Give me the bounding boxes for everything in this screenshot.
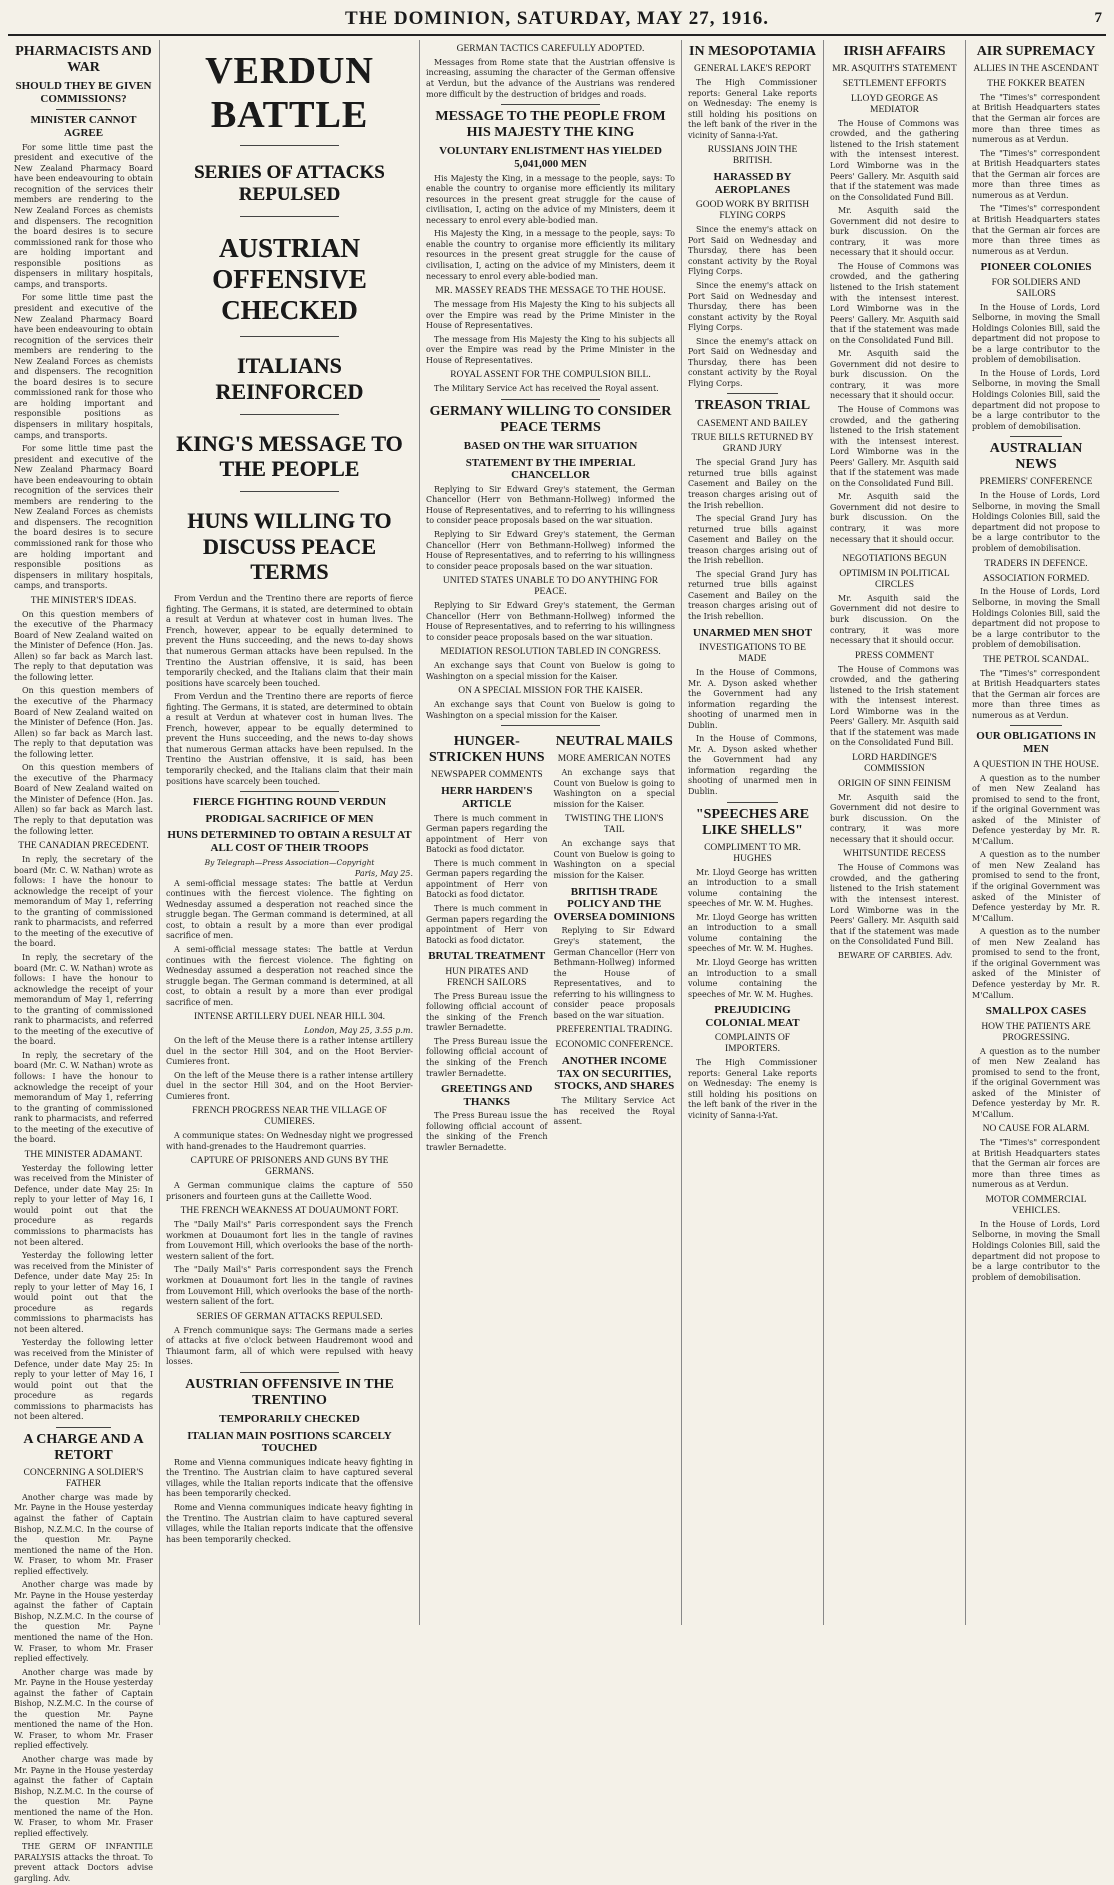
section-heading: ECONOMIC CONFERENCE. <box>555 1040 674 1051</box>
article-text: A semi-official message states: The battle at Verdun continues with the fiercest violence. The fighting on Wednesday assumed a desperation not reached since the struggle began. The German command is determined, at all cost, to obtain a result by a more than ever prodigal sacrifice of men. <box>166 878 413 941</box>
dateline: London, May 25, 3.55 p.m. <box>304 1026 413 1036</box>
headline: A CHARGE AND A RETORT <box>23 1431 144 1463</box>
section-heading: ASSOCIATION FORMED. <box>982 573 1090 584</box>
divider <box>1010 725 1061 726</box>
article-text: Replying to Sir Edward Grey's statement, the German Chancellor (Herr von Bethmann-Hollweg) informed the House of Representatives, and to referring to his willingness to consider peace proposals based on the war situation. <box>426 601 675 642</box>
article-text: The "Daily Mail's" Paris correspondent says the French workmen at Douaumont fort lies in the tangle of ravines from Louvemont Hill, which overlooks the base of the north-western salient of the fort. <box>166 1265 413 1307</box>
article-text: The message from His Majesty the King to his subjects all over the Empire was read by the Prime Minister in the House of Representatives. <box>426 334 675 365</box>
divider <box>240 791 339 792</box>
article-text: Rome and Vienna communiques indicate heavy fighting in the Trentino. The Austrian claim to have captured several villages, while the Italian reports indicate that the offensive has been temporarily checked. <box>166 1457 413 1499</box>
divider <box>1010 436 1061 437</box>
masthead <box>8 4 1106 36</box>
article-text: Yesterday the following letter was received from the Minister of Defence, under date May 25: In reply to your letter of May 16, I would point out that the procedure as regards commissions to pharmacists has not been altered. <box>14 1163 153 1247</box>
article-text: Since the enemy's attack on Port Said on Wednesday and Thursday, there has been constant activity by the Royal Flying Corps. <box>688 225 817 277</box>
page-number: 7 <box>1094 10 1102 26</box>
article-text: The House of Commons was crowded, and the gathering listened to the Irish statement with the intensest interest. Lord Wimborne was in the Peers' Gallery. Mr. Asquith said that if the statement was made on the Consolidated Fund Bill. <box>830 261 959 345</box>
section-heading: MEDIATION RESOLUTION TABLED IN CONGRESS. <box>440 647 661 658</box>
article-text: A French communique says: The Germans made a series of attacks at five o'clock between Haudremont wood and Thiaumont farm, all of which were repulsed with heavy losses. <box>166 1325 413 1367</box>
section-heading: TWISTING THE LION'S TAIL <box>564 814 664 836</box>
headline: AUSTRIAN OFFENSIVE IN THE TRENTINO <box>185 1376 394 1408</box>
article-text: A communique states: On Wednesday night we progressed with hand-grenades to the Haudremont quarries. <box>166 1131 413 1151</box>
article-text: Since the enemy's attack on Port Said on Wednesday and Thursday, there has been constant activity by the Royal Flying Corps. <box>688 336 817 388</box>
subheadline: ORIGIN OF SINN FEINISM <box>838 778 951 789</box>
article-text: An exchange says that Count von Buelow is going to Washington on a special mission for the Kaiser. <box>553 839 675 880</box>
article-text: The High Commissioner reports: General Lake reports on Wednesday: The enemy is still holding his positions on the left bank of the river in the vicinity of Sanna-i-Yat. <box>688 78 817 140</box>
article-text: An exchange says that Count von Buelow is going to Washington on a special mission for the Kaiser. <box>426 700 675 720</box>
wire-credit: By Telegraph—Press Association—Copyright <box>204 857 375 867</box>
subheadline: HUN PIRATES AND FRENCH SAILORS <box>445 966 529 988</box>
article-text: The House of Commons was crowded, and the gathering listened to the Irish statement with the intensest interest. Lord Wimborne was in the Peers' Gallery. Mr. Asquith said that if the statement was made on the Consolidated Fund Bill. <box>830 118 959 202</box>
subheadline: HOW THE PATIENTS ARE PROGRESSING. <box>981 1021 1091 1043</box>
subheadline: COMPLAINTS OF IMPORTERS. <box>714 1033 791 1055</box>
headline: OUR OBLIGATIONS IN MEN <box>976 730 1096 755</box>
article-text: In the House of Lords, Lord Selborne, in moving the Small Holdings Colonies Bill, said the department did not propose to be a large contributor to the problem of demobilisation. <box>972 1219 1100 1282</box>
headline: PHARMACISTS AND WAR <box>15 44 152 76</box>
article-text: The "Daily Mail's" Paris correspondent says the French workmen at Douaumont fort lies in the tangle of ravines from Louvemont Hill, which overlooks the base of the north-western salient of the fort. <box>166 1220 413 1261</box>
article-text: The Press Bureau issue the following official account of the sinking of the French trawler Bernadette. <box>426 991 548 1033</box>
masthead-title: THE DOMINION, SATURDAY, MAY 27, 1916. <box>345 8 769 29</box>
advertisement: BEWARE OF CARBIES. Adv. <box>838 950 953 960</box>
column-king-message <box>420 40 682 1625</box>
newspaper-page <box>8 4 1106 1884</box>
article-text: For some little time past the president and executive of the New Zealand Pharmacy Board have been endeavouring to obtain recognition of the services their members are rendering to the New Zealand Forces as chemists and dispensers. The recognition the board desires is to secure commissioned rank for those who are holding important and responsible positions as dispensers in military hospitals, camps, and transports. <box>14 293 153 440</box>
headline: AIR SUPREMACY <box>976 44 1096 59</box>
section-heading: MR. MASSEY READS THE MESSAGE TO THE HOUSE. <box>435 286 666 297</box>
section-heading: WHITSUNTIDE RECESS <box>843 849 946 860</box>
subheadline: PRODIGAL SACRIFICE OF MEN <box>205 812 374 825</box>
subheadline: GENERAL LAKE'S REPORT <box>694 64 811 75</box>
divider <box>240 1372 339 1373</box>
article-text: On this question members of the executive of the Pharmacy Board of New Zealand waited on the Minister of Defence (Hon. Jas. Allen) so far back as March last. The reply to that deputation was the following letter. <box>14 686 153 759</box>
column-air-supremacy <box>966 40 1106 1625</box>
subheadline: TRUE BILLS RETURNED BY GRAND JURY <box>691 433 814 455</box>
divider <box>727 393 779 394</box>
article-text: Replying to Sir Edward Grey's statement, the German Chancellor (Herr von Bethmann-Hollweg) informed the House of Representatives, and to referring to his willingness to consider peace proposals based on the war situation. <box>553 926 675 1020</box>
article-text: Replying to Sir Edward Grey's statement, the German Chancellor (Herr von Bethmann-Hollweg) informed the House of Representatives, and to referring to his willingness to consider peace proposals based on the war situation. <box>426 484 675 526</box>
subcolumn-right <box>554 730 676 1156</box>
article-text: In the House of Lords, Lord Selborne, in moving the Small Holdings Colonies Bill, said the department did not propose to be a large contributor to the problem of demobilisation. <box>972 491 1100 554</box>
article-text: An exchange says that Count von Buelow is going to Washington on a special mission for the Kaiser. <box>553 768 675 809</box>
article-text: Another charge was made by Mr. Payne in the House yesterday against the father of Captain Bishop, N.Z.M.C. In the course of the question Mr. Payne mentioned the name of the Hon. W. Fraser, to whom Mr. Fraser replied effectively. <box>14 1492 153 1576</box>
headline: "SPEECHES ARE LIKE SHELLS" <box>695 806 810 838</box>
section-heading: LORD HARDINGE'S COMMISSION <box>852 752 937 774</box>
section-heading: THE CANADIAN PRECEDENT. <box>18 841 149 852</box>
article-text: Yesterday the following letter was received from the Minister of Defence, under date May 25: In reply to your letter of May 16, I would point out that the procedure as regards commissions to pharmacists has not been altered. <box>14 1338 153 1422</box>
article-text: The special Grand Jury has returned true bills against Casement and Bailey on the treason charges arising out of the Irish rebellion. <box>688 569 817 621</box>
subheadline: BASED ON THE WAR SITUATION <box>463 439 638 452</box>
section-heading: PREFERENTIAL TRADING. <box>556 1025 673 1036</box>
column-mesopotamia <box>682 40 824 1625</box>
subheadline: ITALIAN MAIN POSITIONS SCARCELY TOUCHED <box>187 1429 392 1455</box>
headline: AUSTRIAN OFFENSIVE CHECKED <box>212 233 367 326</box>
section-heading: THE MINISTER'S IDEAS. <box>30 595 137 606</box>
headline: PREJUDICING COLONIAL MEAT <box>705 1004 800 1029</box>
split-section <box>426 730 675 1156</box>
article-text: The special Grand Jury has returned true bills against Casement and Bailey on the treason charges arising out of the Irish rebellion. <box>688 458 817 510</box>
section-heading: TRADERS IN DEFENCE. <box>984 558 1088 569</box>
divider <box>727 802 779 803</box>
subheadline: PREMIERS' CONFERENCE <box>979 477 1093 488</box>
headline: HARASSED BY AEROPLANES <box>713 171 792 196</box>
subheadline: SHOULD THEY BE GIVEN COMMISSIONS? <box>15 80 152 105</box>
article-text: There is much comment in German papers regarding the appointment of Herr von Batocki as food dictator. <box>426 904 548 945</box>
article-text: From Verdun and the Trentino there are reports of fierce fighting. The Germans, it is stated, are determined to obtain a result at Verdun at whatever cost in human lives. The French, however, appear to be equally determined to prevent the Huns succeeding, and the news to-day shows that numerous German attacks have been repulsed. In the Trentino the Austrian offensive, it is said, has been temporarily checked, and the Italians claim that their main positions have scarcely been touched. <box>166 692 413 786</box>
divider <box>56 1427 112 1428</box>
section-heading: THE MINISTER ADAMANT. <box>24 1149 143 1160</box>
headline: IN MESOPOTAMIA <box>689 44 816 59</box>
article-text: In the House of Lords, Lord Selborne, in moving the Small Holdings Colonies Bill, said the department did not propose to be a large contributor to the problem of demobilisation. <box>972 368 1100 431</box>
article-text: On the left of the Meuse there is a rather intense artillery duel in the sector Hill 304, and on the Hoot Bervier-Cumieres front. <box>166 1036 413 1067</box>
column-pharmacists <box>8 40 160 1884</box>
advertisement: THE GERM OF INFANTILE PARALYSIS attacks the throat. To prevent attack Doctors advise gargling. Adv. <box>14 1842 153 1884</box>
article-text: There is much comment in German papers regarding the appointment of Herr von Batocki as food dictator. <box>426 858 548 900</box>
article-text: In the House of Commons, Mr. A. Dyson asked whether the Government had any information regarding the shooting of unarmed men in Dublin. <box>688 668 817 730</box>
article-text: A German communique claims the capture of 550 prisoners and fourteen guns at the Caillette Wood. <box>166 1181 413 1201</box>
article-text: For some little time past the president and executive of the New Zealand Pharmacy Board have been endeavouring to obtain recognition of the services their members are rendering to the New Zealand Forces as chemists and dispensers. The recognition the board desires is to secure commissioned rank for those who are holding important and responsible positions as dispensers in military hospitals, camps, and transports. <box>14 142 153 289</box>
headline: NEUTRAL MAILS <box>555 734 673 750</box>
headline: ITALIANS REINFORCED <box>215 353 364 404</box>
article-text: Since the enemy's attack on Port Said on Wednesday and Thursday, there has been constant activity by the Royal Flying Corps. <box>688 281 817 333</box>
section-heading: FRENCH PROGRESS NEAR THE VILLAGE OF CUMIERES. <box>192 1106 387 1128</box>
subheadline: FOR SOLDIERS AND SAILORS <box>991 277 1081 299</box>
headline: HUNS WILLING TO DISCUSS PEACE TERMS <box>187 508 392 584</box>
divider <box>240 145 339 146</box>
section-heading: SERIES OF GERMAN ATTACKS REPULSED. <box>196 1311 383 1322</box>
article-text: The Press Bureau issue the following official account of the sinking of the French trawler Bernadette. <box>426 1036 548 1078</box>
section-heading: ROYAL ASSENT FOR THE COMPULSION BILL. <box>450 370 651 381</box>
subheadline: INVESTIGATIONS TO BE MADE <box>699 643 806 665</box>
article-text: The "Times's" correspondent at British Headquarters states that the German air forces are more than three times as numerous as at Verdun. <box>972 148 1100 200</box>
column-irish-affairs <box>824 40 966 1625</box>
article-text: Replying to Sir Edward Grey's statement, the German Chancellor (Herr von Bethmann-Hollweg) informed the House of Representatives, and to referring to his willingness to consider peace proposals based on the war situation. <box>426 530 675 571</box>
subheadline: MINISTER CANNOT AGREE <box>30 114 137 140</box>
headline: SMALLPOX CASES <box>985 1005 1087 1018</box>
section-heading: THE PETROL SCANDAL. <box>983 654 1089 665</box>
article-text: In reply, the secretary of the board (Mr. C. W. Nathan) wrote as follows: I have the honour to acknowledge the receipt of your memorandum of May 1, referring to the granting of commissioned rank to pharmacists, and referred to the meeting of the executive of the board. <box>14 952 153 1047</box>
article-text: Another charge was made by Mr. Payne in the House yesterday against the father of Captain Bishop, N.Z.M.C. In the course of the question Mr. Payne mentioned the name of the Hon. W. Fraser, to whom Mr. Fraser replied effectively. <box>14 1580 153 1664</box>
headline: AUSTRALIAN NEWS <box>989 441 1083 473</box>
article-text: The "Times's" correspondent at British Headquarters states that the German air forces are more than three times as numerous as at Verdun. <box>972 1138 1100 1190</box>
subheadline: LLOYD GEORGE AS MEDIATOR <box>850 93 939 115</box>
article-text: The message from His Majesty the King to his subjects all over the Empire was read by the Prime Minister in the House of Representatives. <box>426 299 675 331</box>
section-heading: UNITED STATES UNABLE TO DO ANYTHING FOR PEACE. <box>442 576 659 598</box>
article-text: From Verdun and the Trentino there are reports of fierce fighting. The Germans, it is stated, are determined to obtain a result at Verdun at whatever cost in human lives. The French, however, appear to be equally determined to prevent the Huns succeeding, and the news to-day shows that numerous German attacks have been repulsed. In the Trentino the Austrian offensive, it is said, has been temporarily checked, and the Italians claim that their main positions have scarcely been touched. <box>166 594 413 688</box>
article-text: On this question members of the executive of the Pharmacy Board of New Zealand waited on the Minister of Defence (Hon. Jas. Allen) so far back as March last. The reply to that deputation was the following letter. <box>14 763 153 836</box>
subheadline: OPTIMISM IN POLITICAL CIRCLES <box>839 569 950 590</box>
article-text: Mr. Lloyd George has written an introduction to a small volume containing the speeches of Mr. W. M. Hughes. <box>688 912 817 954</box>
headline: UNARMED MEN SHOT <box>692 626 813 639</box>
dateline: Paris, May 25. <box>354 868 413 878</box>
section-heading: NO CAUSE FOR ALARM. <box>982 1124 1090 1135</box>
article-text: The Military Service Act has received the Royal assent. <box>553 1096 675 1127</box>
article-text: Mr. Asquith said the Government did not desire to burk discussion. On the contrary, it was more necessary that it should occur. <box>830 593 959 646</box>
article-text: His Majesty the King, in a message to the people, says: To enable the country to organise more efficiently its military resources in the present great struggle for the cause of civilisation, I, acting on the advice of my Ministers, deem it necessary to enrol every able-bodied man. <box>426 229 675 281</box>
subheadline: MORE AMERICAN NOTES <box>557 754 671 765</box>
subheadline: VOLUNTARY ENLISTMENT HAS YIELDED 5,041,000 MEN <box>439 145 662 170</box>
subheadline: THE FOKKER BEATEN <box>987 79 1085 90</box>
article-text: The Press Bureau issue the following official account of the sinking of the French trawler Bernadette. <box>426 1111 548 1152</box>
headline: FIERCE FIGHTING ROUND VERDUN <box>192 796 387 809</box>
subheadline: TEMPORARILY CHECKED <box>219 1412 360 1425</box>
article-text: In reply, the secretary of the board (Mr. C. W. Nathan) wrote as follows: I have the honour to acknowledge the receipt of your memorandum of May 1, referring to the granting of commissioned rank to pharmacists, and referred to the meeting of the executive of the board. <box>14 1050 153 1145</box>
subheadline: A QUESTION IN THE HOUSE. <box>973 759 1099 770</box>
subheadline: COMPLIMENT TO MR. HUGHES <box>704 842 801 864</box>
article-text: Another charge was made by Mr. Payne in the House yesterday against the father of Captain Bishop, N.Z.M.C. In the course of the question Mr. Payne mentioned the name of the Hon. W. Fraser, to whom Mr. Fraser replied effectively. <box>14 1667 153 1751</box>
article-text: In reply, the secretary of the board (Mr. C. W. Nathan) wrote as follows: I have the honour to acknowledge the receipt of your memorandum of May 1, referring to the granting of commissioned rank to pharmacists, and referred to the meeting of the executive of the board. <box>14 855 153 949</box>
divider <box>240 336 339 337</box>
article-text: The "Times's" correspondent at British Headquarters states that the German air forces are more than three times as numerous as at Verdun. <box>972 92 1100 145</box>
divider <box>240 414 339 415</box>
headline: VERDUN BATTLE <box>205 50 374 136</box>
article-text: His Majesty the King, in a message to the people, says: To enable the country to organise more efficiently its military resources in the present great struggle for the cause of civilisation, I, acting on the advice of my Ministers, deem it necessary to enrol every able-bodied man. <box>426 173 675 225</box>
subheadline: ALLIES IN THE ASCENDANT <box>973 64 1099 75</box>
article-text: The High Commissioner reports: General Lake reports on Wednesday: The enemy is still holding his positions on the left bank of the river in the vicinity of Sanna-i-Yat. <box>688 1058 817 1121</box>
article-text: Mr. Asquith said the Government did not desire to burk discussion. On the contrary, it was more necessary that it should occur. <box>830 349 959 401</box>
headline: BRITISH TRADE POLICY AND THE OVERSEA DOMINIONS <box>553 885 675 923</box>
article-text: The Military Service Act has received the Royal assent. <box>434 384 659 394</box>
divider <box>56 109 112 110</box>
divider <box>240 216 339 217</box>
article-text: A semi-official message states: The battle at Verdun continues with the fiercest violence. The fighting on Wednesday assumed a desperation not reached since the struggle began. The German command is determined, at all cost, to obtain a result by a more than ever prodigal sacrifice of men. <box>166 944 413 1007</box>
article-text: On the left of the Meuse there is a rather intense artillery duel in the sector Hill 304, and on the Hoot Bervier-Cumieres front. <box>166 1070 413 1101</box>
divider <box>240 491 339 492</box>
headline: GREETINGS AND THANKS <box>441 1083 533 1108</box>
headline: SERIES OF ATTACKS REPULSED <box>194 162 385 206</box>
subheadline: NEWSPAPER COMMENTS <box>430 770 543 781</box>
article-text: In the House of Lords, Lord Selborne, in moving the Small Holdings Colonies Bill, said the department did not propose to be a large contributor to the problem of demobilisation. <box>972 302 1100 365</box>
section-heading: PRESS COMMENT <box>855 650 934 661</box>
subheadline: STATEMENT BY THE IMPERIAL CHANCELLOR <box>465 456 636 482</box>
headline: BRUTAL TREATMENT <box>428 950 546 963</box>
article-text: Mr. Asquith said the Government did not desire to burk discussion. On the contrary, it was more necessary that it should occur. <box>830 492 959 544</box>
section-heading: ON A SPECIAL MISSION FOR THE KAISER. <box>458 686 643 697</box>
subheadline: MR. ASQUITH'S STATEMENT <box>832 64 957 75</box>
headline: MESSAGE TO THE PEOPLE FROM HIS MAJESTY THE KING <box>435 109 666 141</box>
section-heading: NEGOTIATIONS BEGUN <box>842 554 947 565</box>
article-text: The special Grand Jury has returned true bills against Casement and Bailey on the treason charges arising out of the Irish rebellion. <box>688 514 817 566</box>
headline: TREASON TRIAL <box>694 398 811 414</box>
article-text: A question as to the number of men New Zealand has promised to send to the front, if the original Government was asked of the Minister of Defence yesterday by Mr. R. M'Callum. <box>972 1046 1100 1119</box>
article-text: In the House of Commons, Mr. A. Dyson asked whether the Government had any information regarding the shooting of unarmed men in Dublin. <box>688 734 817 797</box>
divider <box>501 399 601 400</box>
article-text: A question as to the number of men New Zealand has promised to send to the front, if the original Government was asked of the Minister of Defence yesterday by Mr. R. M'Callum. <box>972 927 1100 1000</box>
article-text: For some little time past the president and executive of the New Zealand Pharmacy Board have been endeavouring to obtain recognition of the services their members are rendering to the New Zealand Forces as chemists and dispensers. The recognition the board desires is to secure commissioned rank for those who are holding important and responsible positions as dispensers in military hospitals, camps, and transports. <box>14 444 153 591</box>
article-text: A question as to the number of men New Zealand has promised to send to the front, if the original Government was asked of the Minister of Defence yesterday by Mr. R. M'Callum. <box>972 773 1100 846</box>
section-heading: GERMAN TACTICS CAREFULLY ADOPTED. <box>456 44 645 54</box>
section-heading: MOTOR COMMERCIAL VEHICLES. <box>985 1195 1087 1216</box>
article-text: Mr. Lloyd George has written an introduction to a small volume containing the speeches of Mr. W. M. Hughes. <box>688 867 817 909</box>
article-text: In the House of Lords, Lord Selborne, in moving the Small Holdings Colonies Bill, said the department did not propose to be a large contributor to the problem of demobilisation. <box>972 587 1100 650</box>
article-text: Mr. Lloyd George has written an introduction to a small volume containing the speeches of Mr. W. M. Hughes. <box>688 957 817 999</box>
section-heading: THE FRENCH WEAKNESS AT DOUAUMONT FORT. <box>180 1206 399 1217</box>
divider <box>869 549 921 550</box>
subheadline: GOOD WORK BY BRITISH FLYING CORPS <box>695 200 810 222</box>
divider <box>501 725 601 726</box>
article-text: The "Times's" correspondent at British Headquarters states that the German air forces are more than three times as numerous as at Verdun. <box>972 204 1100 256</box>
article-text: Another charge was made by Mr. Payne in the House yesterday against the father of Captain Bishop, N.Z.M.C. In the course of the question Mr. Payne mentioned the name of the Hon. W. Fraser, to whom Mr. Fraser replied effectively. <box>14 1755 153 1838</box>
section-heading: INTENSE ARTILLERY DUEL NEAR HILL 304. <box>194 1012 385 1023</box>
headline: HUNGER-STRICKEN HUNS <box>428 734 545 766</box>
article-text: Rome and Vienna communiques indicate heavy fighting in the Trentino. The Austrian claim to have captured several villages, while the Italian reports indicate that the offensive has been temporarily checked. <box>166 1503 413 1544</box>
article-text: Mr. Asquith said the Government did not desire to burk discussion. On the contrary, it was more necessary that it should occur. <box>830 206 959 258</box>
headline: GERMANY WILLING TO CONSIDER PEACE TERMS <box>429 403 672 435</box>
article-text: Messages from Rome state that the Austrian offensive is increasing, assuming the character of the German offensive at Verdun, but the advance of the Austrians was rendered more difficult by the destruction of bridges and roads. <box>426 57 675 99</box>
subheadline: CONCERNING A SOLDIER'S FATHER <box>23 1468 144 1489</box>
subheadline: HERR HARDEN'S ARTICLE <box>441 785 533 811</box>
article-text: The House of Commons was crowded, and the gathering listened to the Irish statement with the intensest interest. Lord Wimborne was in the Peers' Gallery. Mr. Asquith said that if the statement was made on the Consolidated Fund Bill. <box>830 863 959 947</box>
section-heading: RUSSIANS JOIN THE BRITISH. <box>707 145 798 167</box>
article-text: Mr. Asquith said the Government did not desire to burk discussion. On the contrary, it was more necessary that it should occur. <box>830 792 959 844</box>
subcolumn-left <box>426 730 548 1156</box>
article-text: On this question members of the executive of the Pharmacy Board of New Zealand waited on the Minister of Defence (Hon. Jas. Allen) so far back as March last. The reply to that deputation was the following letter. <box>14 609 153 682</box>
subheadline: CASEMENT AND BAILEY <box>697 418 808 429</box>
headline: PIONEER COLONIES <box>980 261 1092 274</box>
article-text: The House of Commons was crowded, and the gathering listened to the Irish statement with the intensest interest. Lord Wimborne was in the Peers' Gallery. Mr. Asquith said that if the statement was made on the Consolidated Fund Bill. <box>830 664 959 748</box>
headline: ANOTHER INCOME TAX ON SECURITIES, STOCKS, AND SHARES <box>554 1055 675 1093</box>
article-text: An exchange says that Count von Buelow is going to Washington on a special mission for the Kaiser. <box>426 661 675 681</box>
column-verdun <box>160 40 420 1625</box>
section-heading: CAPTURE OF PRISONERS AND GUNS BY THE GERMANS. <box>190 1156 389 1178</box>
article-text: A question as to the number of men New Zealand has promised to send to the front, if the original Government was asked of the Minister of Defence yesterday by Mr. R. M'Callum. <box>972 850 1100 923</box>
headline: KING'S MESSAGE TO THE PEOPLE <box>176 430 403 482</box>
headline: IRISH AFFAIRS <box>843 44 946 59</box>
article-text: The House of Commons was crowded, and the gathering listened to the Irish statement with the intensest interest. Lord Wimborne was in the Peers' Gallery. Mr. Asquith said that if the statement was made on the Consolidated Fund Bill. <box>830 405 959 488</box>
article-text: The "Times's" correspondent at British Headquarters states that the German air forces are more than three times as numerous as at Verdun. <box>972 668 1100 720</box>
divider <box>501 104 601 105</box>
subheadline: SETTLEMENT EFFORTS <box>842 79 947 90</box>
article-text: Yesterday the following letter was received from the Minister of Defence, under date May 25: In reply to your letter of May 16, I would point out that the procedure as regards commissions to pharmacists has not been altered. <box>14 1251 153 1334</box>
subheadline: HUNS DETERMINED TO OBTAIN A RESULT AT ALL COST OF THEIR TROOPS <box>167 829 412 855</box>
article-text: There is much comment in German papers regarding the appointment of Herr von Batocki as food dictator. <box>426 813 548 855</box>
